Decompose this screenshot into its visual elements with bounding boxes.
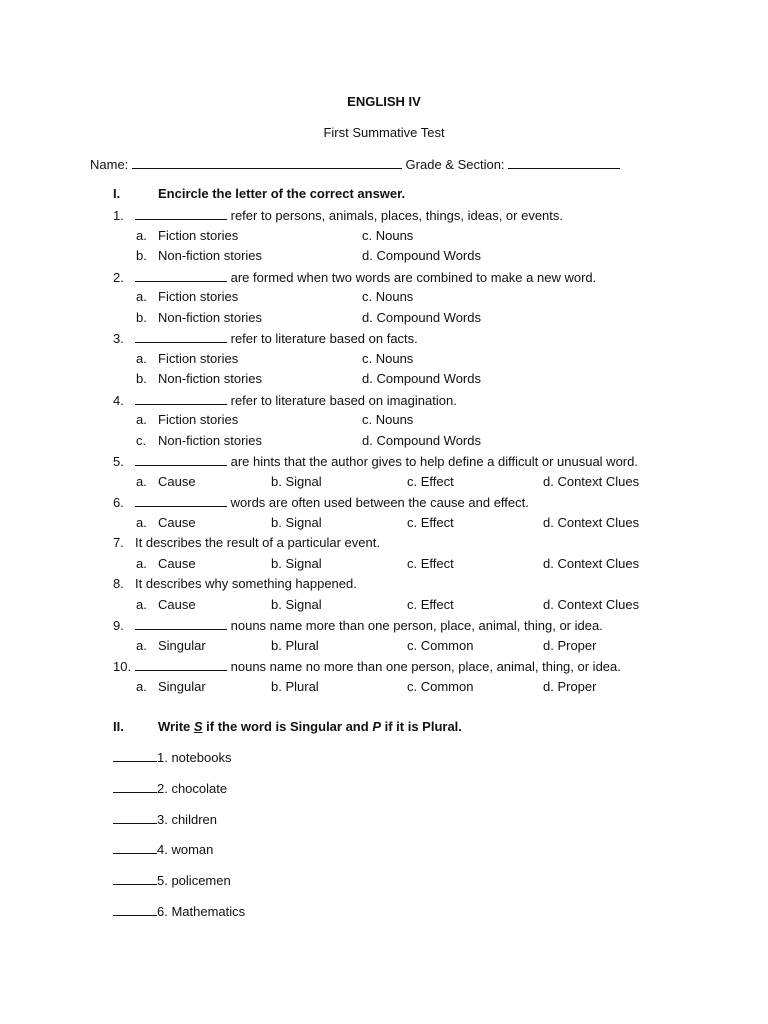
question-number: 1. [113,208,124,223]
sp-item-3 [113,811,217,828]
question-number: 7. [113,535,124,550]
choice-letter[interactable]: b. [136,309,147,325]
choice-text: Non-fiction stories [158,309,263,325]
question-4 [113,392,457,409]
choice-letter[interactable]: a. [136,473,147,489]
sp-answer-blank[interactable] [113,749,157,762]
choice-text: Singular [158,678,206,694]
choice-text: Cause [158,596,196,612]
answer-blank[interactable] [135,269,227,282]
answer-blank[interactable] [135,658,227,671]
choice-letter[interactable]: a. [136,596,147,612]
answer-blank[interactable] [135,330,227,343]
part2-instruction-mid: if the word is Singular and [202,719,373,734]
question-text: refer to literature based on facts. [230,331,418,346]
choice-option[interactable]: c. Common [407,637,474,653]
choice-option[interactable]: c. Effect [407,514,454,530]
choice-option[interactable]: d. Context Clues [543,596,640,612]
part1-numeral: I. [113,186,121,201]
question-2 [113,269,596,286]
question-10 [113,658,621,675]
question-number: 9. [113,618,124,633]
choice-option[interactable]: b. Plural [271,678,319,694]
choice-text: Cause [158,514,196,530]
choice-text: Singular [158,637,206,653]
part2-instruction [158,719,462,735]
choice-letter[interactable]: a. [136,678,147,694]
question-text: refer to persons, animals, places, things, ideas, or events. [230,208,564,223]
question-number: 3. [113,331,124,346]
question-6 [113,494,529,511]
question-7 [113,535,380,551]
choice-option[interactable]: c. Effect [407,555,454,571]
choice-text: Non-fiction stories [158,248,263,263]
question-number: 8. [113,576,124,591]
grade-label: Grade & Section: [405,157,505,172]
choice-option[interactable]: d. Compound Words [362,309,481,325]
choice-text: Non-fiction stories [158,432,263,448]
answer-blank[interactable] [135,617,227,630]
part2-instruction-post: if it is Plural. [380,719,462,734]
question-text: refer to literature based on imagination. [230,392,457,408]
sp-item-5 [113,872,231,889]
answer-blank[interactable] [135,494,227,507]
sp-item-text: 6. Mathematics [157,904,246,919]
choice-option[interactable]: d. Context Clues [543,555,640,571]
sp-item-text: 1. notebooks [157,750,232,765]
question-text: are hints that the author gives to help define a difficult or unusual word. [230,454,638,469]
choice-option[interactable]: c. Nouns [362,289,414,304]
choice-option[interactable]: d. Proper [543,637,597,653]
choice-letter[interactable]: b. [136,371,147,386]
choice-option[interactable]: b. Signal [271,596,322,612]
choice-option[interactable]: d. Compound Words [362,432,481,448]
choice-option[interactable]: b. Signal [271,514,322,530]
sp-answer-blank[interactable] [113,811,157,824]
name-grade-row [90,156,620,173]
question-text: are formed when two words are combined to make a new word. [230,269,597,285]
choice-letter[interactable]: a. [136,350,147,366]
sp-answer-blank[interactable] [113,841,157,854]
question-text: It describes the result of a particular event. [135,535,380,550]
sp-item-2 [113,780,227,797]
choice-letter[interactable]: a. [136,227,147,243]
choice-text: Fiction stories [158,227,239,243]
choice-text: Fiction stories [158,412,239,427]
choice-letter[interactable]: c. [136,432,147,448]
question-number: 6. [113,495,124,510]
choice-option[interactable]: d. Compound Words [362,248,481,263]
choice-letter[interactable]: a. [136,412,147,427]
name-blank[interactable] [132,156,402,169]
grade-blank[interactable] [508,156,620,169]
question-5 [113,453,638,470]
choice-option[interactable]: b. Signal [271,473,322,489]
choice-text: Cause [158,473,196,489]
question-text: words are often used between the cause and effect. [230,495,529,510]
choice-letter[interactable]: a. [136,514,147,530]
sp-answer-blank[interactable] [113,872,157,885]
question-number: 5. [113,454,124,469]
choice-option[interactable]: d. Context Clues [543,514,640,530]
choice-letter[interactable]: a. [136,637,147,653]
question-1 [113,207,563,224]
part2-instruction-s: S [193,719,203,734]
part2-numeral: II. [113,719,124,734]
choice-option[interactable]: d. Proper [543,678,597,694]
part2-instruction-pre: Write [158,719,194,734]
choice-option[interactable]: c. Common [407,678,474,694]
sp-item-text: 5. policemen [157,873,231,889]
choice-option[interactable]: c. Effect [407,473,454,489]
sp-item-text: 4. woman [157,842,214,858]
page-title: ENGLISH IV [347,94,421,109]
sp-item-1 [113,749,231,766]
choice-text: Non-fiction stories [158,371,263,386]
choice-option[interactable]: c. Effect [407,596,454,612]
choice-option[interactable]: d. Context Clues [543,473,640,489]
answer-blank[interactable] [135,453,227,466]
question-8 [113,576,357,592]
question-3 [113,330,418,347]
question-9 [113,617,603,634]
choice-option[interactable]: c. Nouns [362,350,414,366]
choice-option[interactable]: b. Plural [271,637,319,653]
choice-letter[interactable]: a. [136,289,147,304]
sp-item-4 [113,841,213,858]
sp-item-text: 2. chocolate [157,780,228,796]
choice-option[interactable]: d. Compound Words [362,371,481,386]
sp-answer-blank[interactable] [113,903,157,916]
choice-option[interactable]: c. Nouns [362,227,414,243]
choice-text: Cause [158,555,196,571]
question-text: It describes why something happened. [135,576,357,591]
answer-blank[interactable] [135,392,227,405]
choice-option[interactable]: c. Nouns [362,412,414,427]
choice-text: Fiction stories [158,289,239,304]
page-subtitle: First Summative Test [323,125,445,140]
name-label: Name: [90,157,129,172]
question-number: 4. [113,392,124,408]
choice-option[interactable]: b. Signal [271,555,322,571]
question-text: nouns name more than one person, place, animal, thing, or idea. [230,618,603,633]
choice-text: Fiction stories [158,350,239,366]
sp-item-6 [113,903,245,920]
part2-instruction-p: P [372,719,381,734]
part1-instruction: Encircle the letter of the correct answer. [158,186,406,201]
answer-blank[interactable] [135,207,227,220]
question-text: nouns name no more than one person, place, animal, thing, or idea. [230,659,621,674]
choice-letter[interactable]: b. [136,248,147,263]
question-number: 10. [113,659,132,674]
sp-item-text: 3. children [157,811,217,827]
sp-answer-blank[interactable] [113,780,157,793]
question-number: 2. [113,269,124,285]
choice-letter[interactable]: a. [136,555,147,571]
